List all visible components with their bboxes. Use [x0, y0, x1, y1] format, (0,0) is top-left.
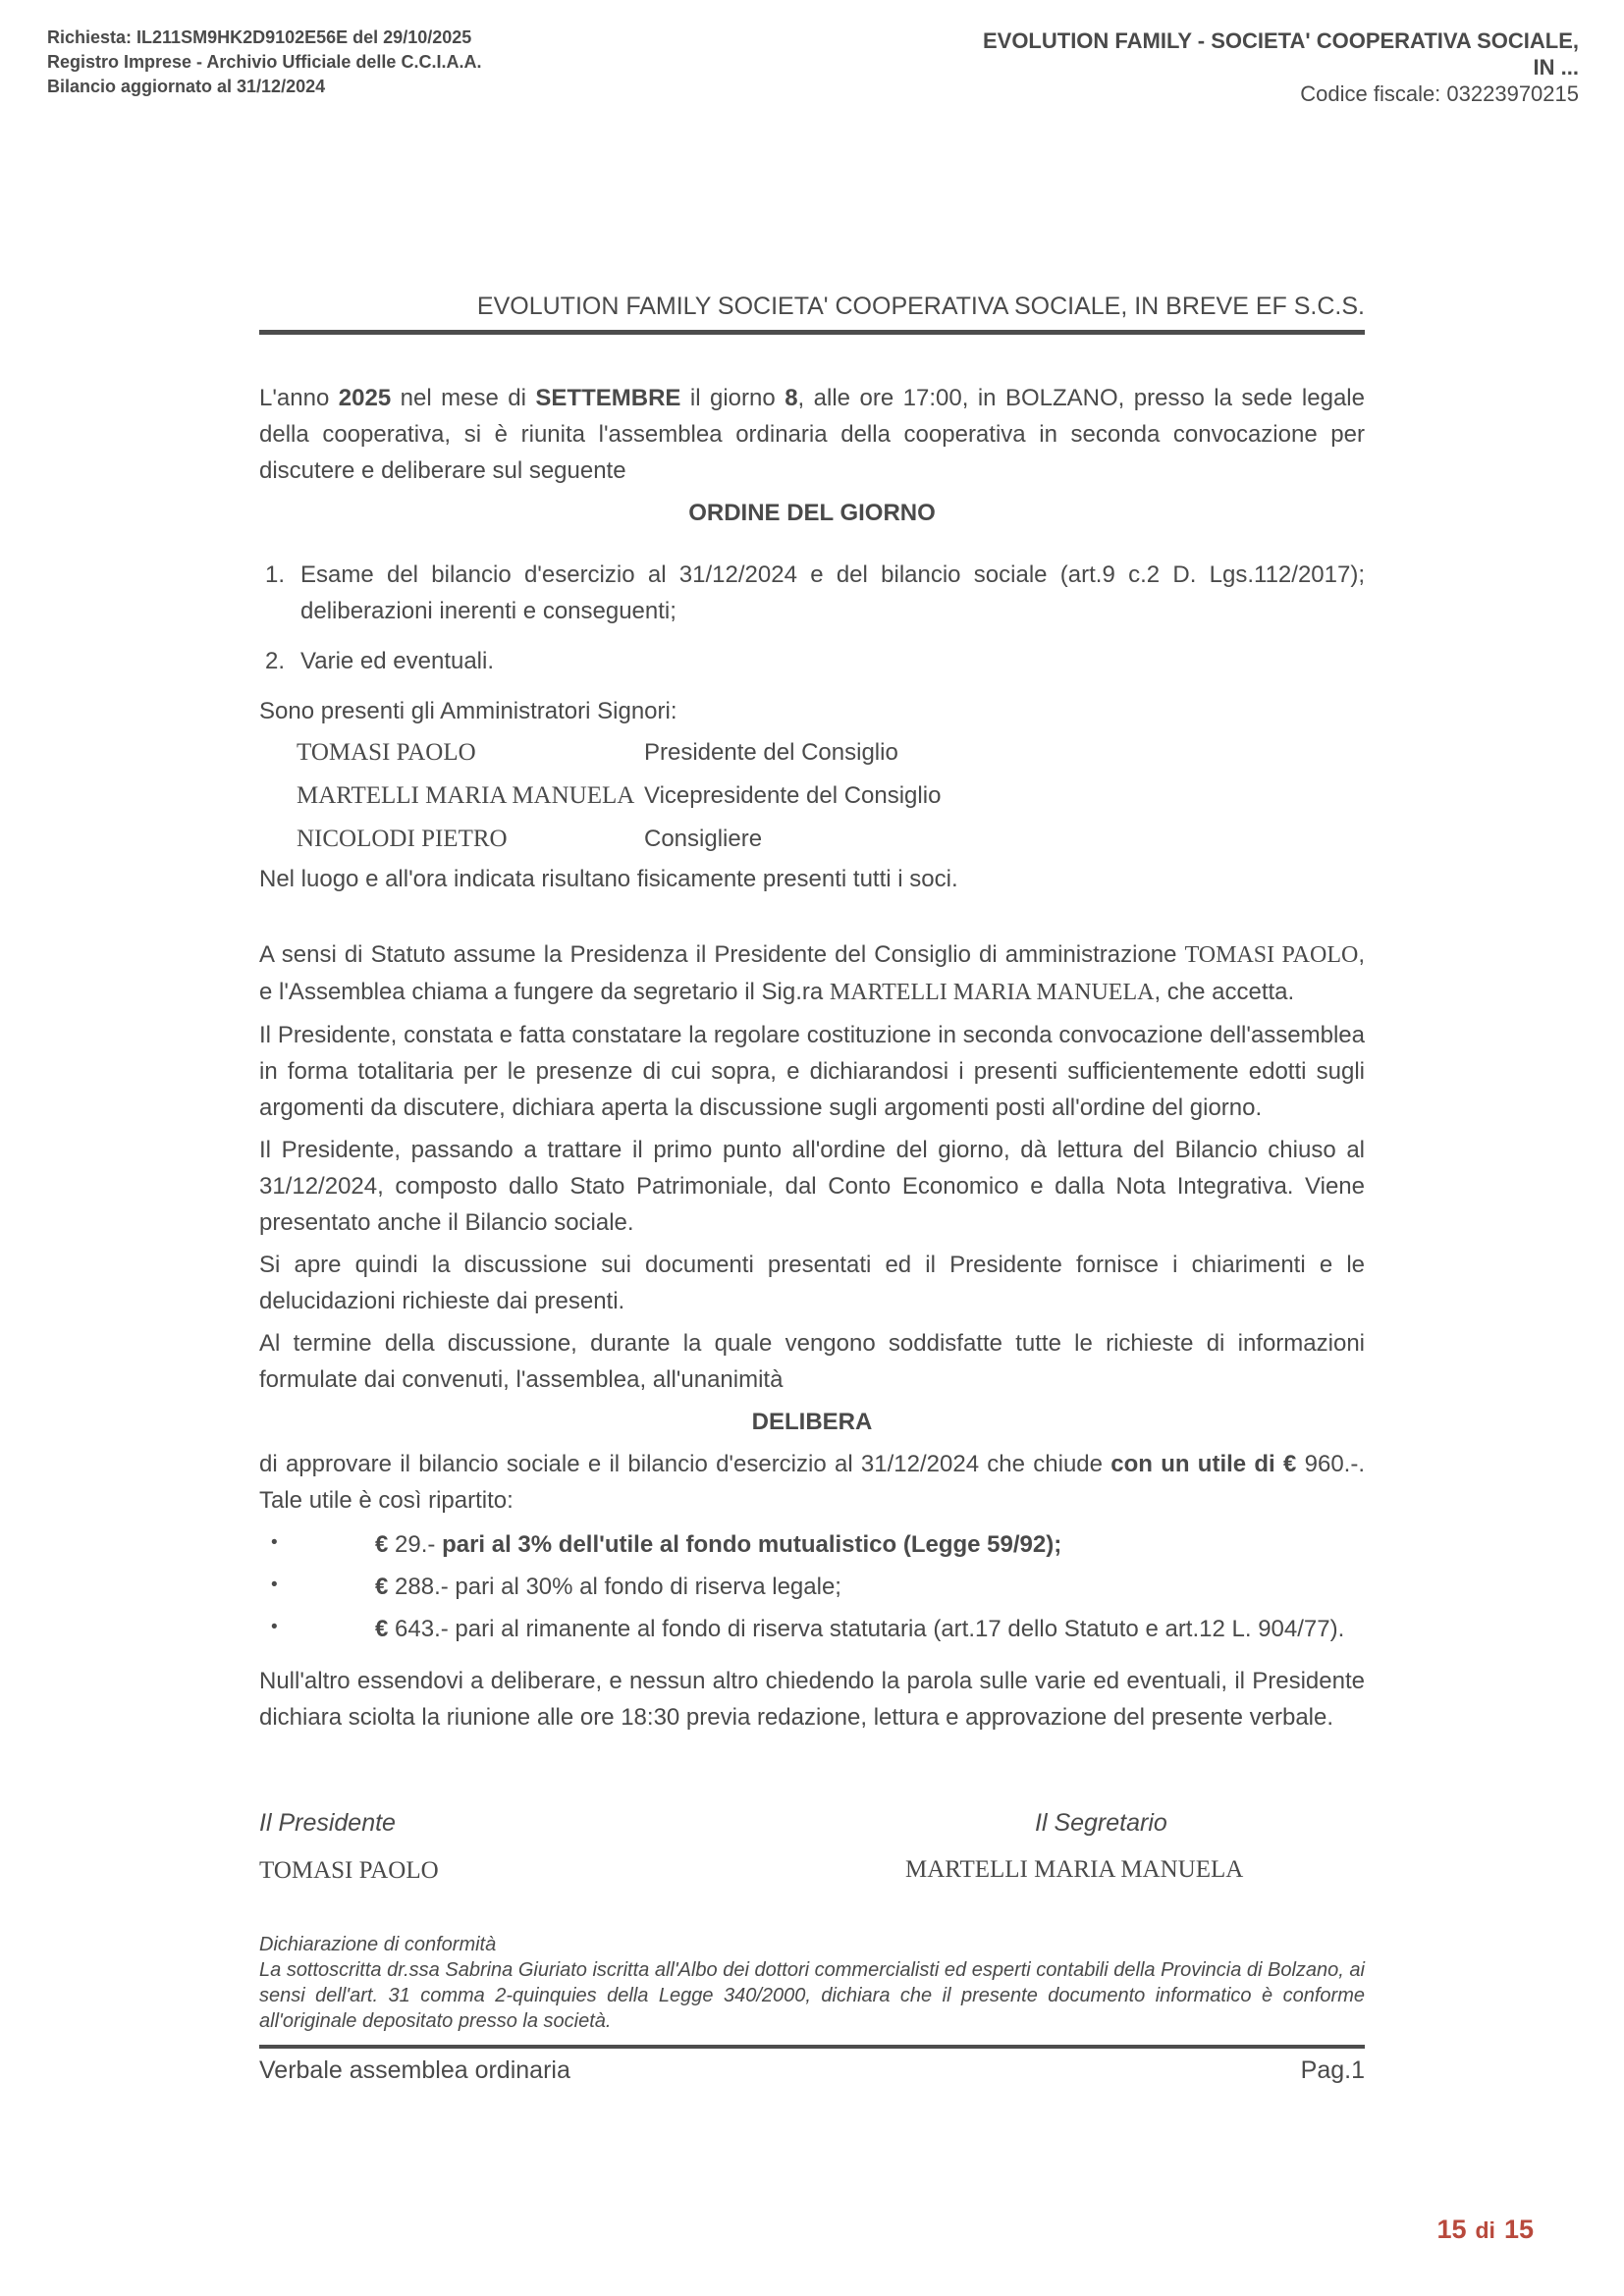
president-signature-label: Il Presidente [259, 1809, 396, 1837]
allocation-text: pari al 30% al fondo di riserva legale; [455, 1574, 841, 1600]
secretary-signature-label: Il Segretario [1035, 1809, 1167, 1837]
profit-allocation-list [259, 1526, 1365, 1653]
bullet-icon: • [271, 1575, 278, 1595]
intro-paragraph [259, 380, 1365, 489]
allocation-euro: € [375, 1531, 389, 1558]
administrator-name: MARTELLI MARIA MANUELA [297, 782, 635, 809]
constitution-paragraph: Il Presidente, constata e fatta constatare la regolare costituzione in seconda convocazione dell'assemblea in forma totalitaria per le presenze di cui sopra, e dichiarandosi i presenti sufficientemente edotti sugli argomenti da discutere, dichiara aperta la discussione sugli argomenti posti all'ordine del giorno. [259, 1022, 1365, 1121]
resolution-seg1: di approvare il bilancio sociale e il bilancio d'esercizio al 31/12/2024 che chiude [259, 1451, 1111, 1477]
end-discussion-paragraph: Al termine della discussione, durante la quale vengono soddisfatte tutte le richieste di informazioni formulate dai convenuti, l'assemblea, all'unanimità [259, 1330, 1365, 1393]
current-page-number: 15 [1436, 2215, 1467, 2244]
administrator-role: Consigliere [644, 826, 763, 852]
bullet-icon: • [271, 1532, 278, 1553]
president-name-inline: TOMASI PAOLO [1184, 942, 1359, 968]
company-header [983, 27, 1579, 107]
presidency-seg3: , che accetta. [1154, 979, 1295, 1005]
resolution-heading: DELIBERA [751, 1409, 873, 1435]
allocation-euro: € [375, 1574, 389, 1600]
resolution-seg2: 960.-. Tale utile è così ripartito: [259, 1451, 1365, 1514]
closing-paragraph: Null'altro essendovi a deliberare, e nessun altro chiedendo la parola sulle varie ed eventuali, il Presidente dichiara sciolta la riunione alle ore 18:30 previa redazione, lettura e approvazione del presente verbale. [259, 1668, 1365, 1731]
document-body [259, 291, 1365, 1741]
conformity-body: La sottoscritta dr.ssa Sabrina Giuriato iscritta all'Albo dei dottori commercialisti ed esperti contabili della Provincia di Bolzano, ai sensi dell'art. 31 comma 2-quinquies della Legge 340/2000, dichiara che il presente documento informatico è conforme all'originale depositato presso la società. [259, 1959, 1365, 2032]
allocation-amount: 643.- [388, 1616, 456, 1642]
allocation-item-legal-reserve [259, 1569, 1365, 1611]
intro-post: , alle ore 17:00, in BOLZANO, presso la sede legale della cooperativa, si è riunita l'assemblea ordinaria della cooperativa in seconda convocazione per discutere e deliberare sul seguente [259, 385, 1365, 484]
registry-stamp [47, 26, 481, 99]
administrators-table [259, 731, 1365, 861]
presidency-seg1: A sensi di Statuto assume la Presidenza il Presidente del Consiglio di amministrazione [259, 941, 1185, 968]
administrator-row [259, 818, 1365, 861]
signature-labels-row [259, 1809, 1365, 1856]
administrator-row [259, 731, 1365, 774]
company-name-line2: IN ... [1533, 55, 1579, 80]
attendees-note: Nel luogo e all'ora indicata risultano fisicamente presenti tutti i soci. [259, 866, 958, 892]
stamp-registry-line: Registro Imprese - Archivio Ufficiale delle C.C.I.A.A. [47, 52, 482, 72]
first-item-paragraph: Il Presidente, passando a trattare il primo punto all'ordine del giorno, dà lettura del Bilancio chiuso al 31/12/2024, composto dallo Stato Patrimoniale, dal Conto Economico e dalla Nota Integrativa. Viene presentato anche il Bilancio sociale. [259, 1137, 1365, 1236]
stamp-request-line: Richiesta: IL211SM9HK2D9102E56E del 29/10/2025 [47, 27, 472, 47]
secretary-name-inline: MARTELLI MARIA MANUELA [829, 980, 1155, 1005]
intro-mid1: nel mese di [391, 385, 536, 411]
administrator-row [259, 774, 1365, 818]
fiscal-code: Codice fiscale: 03223970215 [1300, 81, 1579, 106]
allocation-amount: 29.- [388, 1531, 443, 1558]
secretary-signature-name: MARTELLI MARIA MANUELA [905, 1856, 1244, 1883]
allocation-text: pari al 3% dell'utile al fondo mutualistico (Legge 59/92); [442, 1531, 1062, 1558]
bullet-icon: • [271, 1617, 278, 1637]
page-separator: di [1475, 2217, 1495, 2243]
presidency-seg2: , e l'Assemblea chiama a fungere da segretario il Sig.ra [259, 941, 1365, 1005]
agenda-item-2-text: Varie ed eventuali. [300, 648, 495, 674]
intro-mid2: il giorno [680, 385, 785, 411]
total-page-number: 15 [1503, 2215, 1534, 2244]
agenda-item-2-number: 2. [265, 648, 286, 674]
intro-pre: L'anno [259, 385, 339, 411]
conformity-declaration [259, 1932, 1365, 2034]
agenda-item-1-text: Esame del bilancio d'esercizio al 31/12/2024 e del bilancio sociale (art.9 c.2 D. Lgs.112/2017); deliberazioni inerenti e conseguenti; [300, 561, 1365, 624]
agenda-heading: ORDINE DEL GIORNO [688, 500, 936, 526]
discussion-paragraph: Si apre quindi la discussione sui documenti presentati ed il Presidente fornisce i chiarimenti e le delucidazioni richieste dai presenti. [259, 1252, 1365, 1314]
administrator-role: Presidente del Consiglio [644, 739, 898, 766]
signatures-block [259, 1809, 1365, 1903]
document-title: EVOLUTION FAMILY SOCIETA' COOPERATIVA SOCIALE, IN BREVE EF S.C.S. [259, 291, 1365, 335]
president-signature-name: TOMASI PAOLO [259, 1857, 439, 1884]
allocation-text: pari al rimanente al fondo di riserva statutaria (art.17 dello Statuto e art.12 L. 904/77). [455, 1616, 1345, 1642]
intro-day: 8 [785, 385, 798, 411]
intro-year: 2025 [338, 385, 392, 411]
resolution-bold: con un utile di € [1110, 1451, 1305, 1477]
agenda-item-2 [259, 643, 1365, 679]
company-name-line1: EVOLUTION FAMILY - SOCIETA' COOPERATIVA SOCIALE, [982, 28, 1579, 53]
allocation-item-mutual-fund [259, 1526, 1365, 1569]
agenda-item-1 [259, 557, 1365, 629]
administrator-name: NICOLODI PIETRO [297, 826, 508, 852]
presidency-paragraph [259, 936, 1365, 1011]
resolution-paragraph [259, 1446, 1365, 1519]
intro-month: SETTEMBRE [535, 385, 681, 411]
administrator-name: TOMASI PAOLO [297, 739, 476, 766]
stamp-balance-line: Bilancio aggiornato al 31/12/2024 [47, 77, 326, 96]
allocation-euro: € [375, 1616, 389, 1642]
footer-document-type: Verbale assemblea ordinaria [259, 2056, 570, 2084]
attendees-intro: Sono presenti gli Amministratori Signori: [259, 698, 677, 724]
allocation-amount: 288.- [388, 1574, 456, 1600]
conformity-title: Dichiarazione di conformità [259, 1934, 497, 1955]
page-footer [259, 2045, 1365, 2085]
administrator-role: Vicepresidente del Consiglio [644, 782, 942, 809]
signature-names-row [259, 1856, 1365, 1903]
pdf-page-indicator [1436, 2215, 1534, 2245]
allocation-item-statutory-reserve [259, 1611, 1365, 1653]
footer-page-label: Pag.1 [1300, 2056, 1365, 2084]
agenda-item-1-number: 1. [265, 561, 286, 588]
